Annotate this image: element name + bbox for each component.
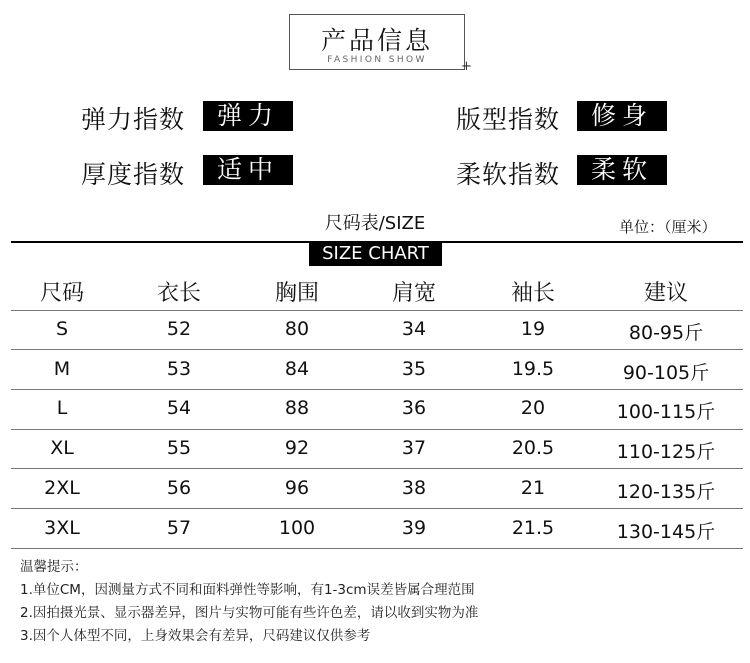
index-label-fit: 版型指数	[456, 105, 561, 134]
table-cell-size: 3XL	[44, 517, 80, 539]
size-chart-title: 尺码表/SIZE	[324, 213, 426, 234]
table-cell-suggestion: 90-105斤	[622, 362, 710, 384]
row-divider	[11, 429, 743, 430]
table-cell-suggestion: 100-115斤	[616, 401, 716, 423]
table-cell-size: 2XL	[44, 477, 80, 499]
note-item-3: 3.因个人体型不同，上身效果会有差异，尺码建议仅供参考	[20, 628, 371, 644]
notes-title: 温馨提示：	[20, 559, 88, 575]
table-cell-suggestion: 110-125斤	[616, 441, 716, 463]
table-cell-suggestion: 120-135斤	[616, 481, 716, 503]
table-cell-sleeve: 19.5	[511, 358, 555, 380]
index-label-thickness: 厚度指数	[81, 160, 186, 189]
table-cell-length: 55	[166, 437, 192, 459]
row-divider	[11, 310, 743, 311]
table-cell-shoulder: 39	[401, 517, 427, 539]
index-value-elasticity: 弹力	[203, 101, 293, 131]
table-cell-chest: 100	[278, 517, 316, 539]
table-cell-length: 52	[166, 318, 192, 340]
table-cell-sleeve: 20.5	[511, 437, 555, 459]
table-cell-shoulder: 34	[401, 318, 427, 340]
table-cell-shoulder: 35	[401, 358, 427, 380]
table-cell-shoulder: 38	[401, 477, 427, 499]
table-cell-chest: 96	[284, 477, 310, 499]
note-item-1: 1.单位CM，因测量方式不同和面料弹性等影响，有1-3cm误差皆属合理范围	[20, 582, 475, 598]
table-cell-sleeve: 19	[520, 318, 546, 340]
col-header-size: 尺码	[39, 281, 84, 306]
table-cell-length: 57	[166, 517, 192, 539]
index-label-softness: 柔软指数	[456, 160, 561, 189]
col-header-length: 衣长	[156, 281, 201, 306]
table-cell-sleeve: 21	[520, 477, 546, 499]
table-cell-chest: 80	[284, 318, 310, 340]
unit-label: 单位：（厘米）	[619, 218, 717, 236]
table-cell-size: S	[55, 318, 69, 340]
header-plus-mark: +	[461, 59, 472, 74]
table-cell-size: M	[53, 358, 71, 380]
note-item-2: 2.因拍摄光景、显示器差异，图片与实物可能有些许色差，请以收到实物为准	[20, 605, 479, 621]
col-header-sleeve: 袖长	[510, 281, 555, 306]
table-cell-size: L	[56, 397, 68, 419]
col-header-suggestion: 建议	[643, 281, 688, 306]
row-divider	[11, 389, 743, 390]
table-cell-sleeve: 21.5	[511, 517, 555, 539]
table-cell-sleeve: 20	[520, 397, 546, 419]
table-cell-shoulder: 36	[401, 397, 427, 419]
col-header-shoulder: 肩宽	[391, 281, 436, 306]
index-value-softness: 柔软	[577, 155, 667, 185]
row-divider	[11, 468, 743, 469]
table-cell-length: 56	[166, 477, 192, 499]
table-cell-shoulder: 37	[401, 437, 427, 459]
table-cell-chest: 92	[284, 437, 310, 459]
table-cell-chest: 84	[284, 358, 310, 380]
table-cell-suggestion: 80-95斤	[628, 322, 704, 344]
header-subtitle: FASHION SHOW	[327, 55, 427, 65]
size-chart-badge: SIZE CHART	[309, 241, 442, 266]
row-divider	[11, 508, 743, 509]
index-label-elasticity: 弹力指数	[81, 105, 186, 134]
table-cell-size: XL	[50, 437, 74, 459]
row-divider	[11, 349, 743, 350]
row-divider	[11, 548, 743, 549]
table-cell-suggestion: 130-145斤	[616, 521, 716, 543]
table-cell-chest: 88	[284, 397, 310, 419]
header-title: 产品信息	[320, 26, 433, 55]
table-cell-length: 53	[166, 358, 192, 380]
table-cell-length: 54	[166, 397, 192, 419]
index-value-thickness: 适中	[203, 155, 293, 185]
index-value-fit: 修身	[577, 101, 667, 131]
col-header-chest: 胸围	[274, 281, 319, 306]
